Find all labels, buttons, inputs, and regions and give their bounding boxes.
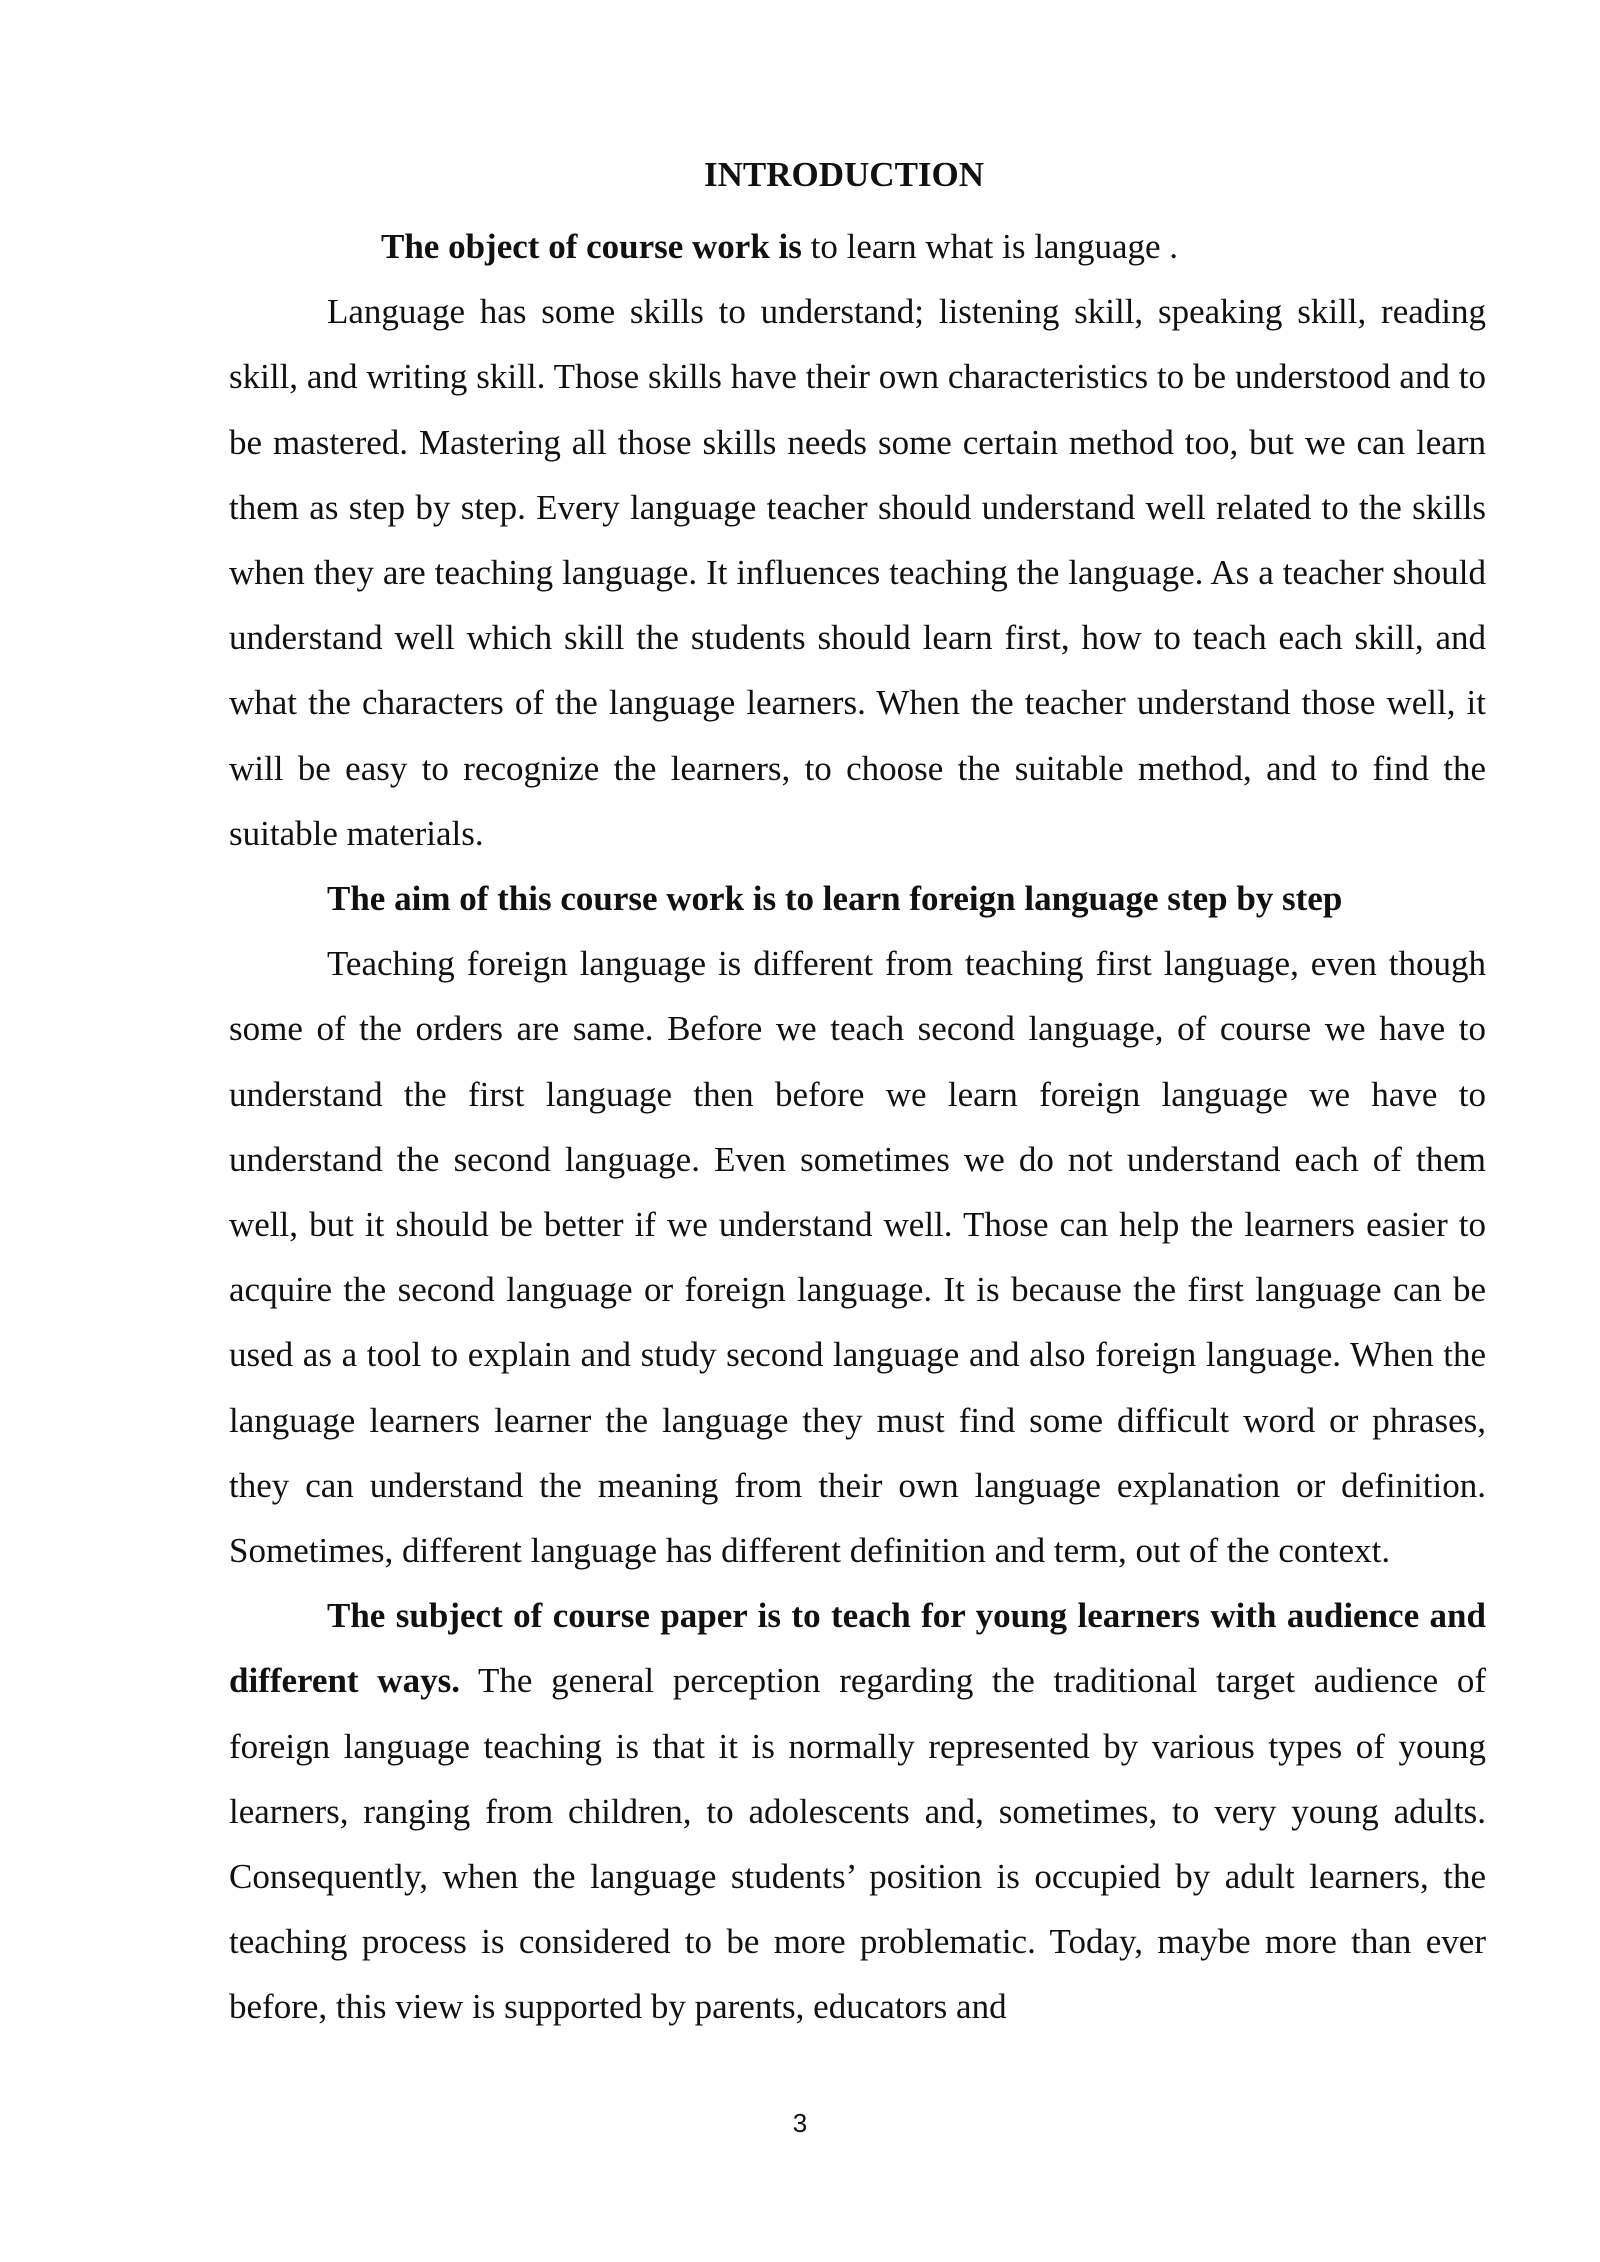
subject-paragraph: [229, 1583, 1486, 2039]
subject-statement-text: The general perception regarding the traditional target audience of foreign language teaching is that it is normally represented by various types of young learners, ranging from children, to adolescents and, sometimes, to very young adults. Consequently, when the language students’ position is occupied by adult learners, the teaching process is considered to be more problematic. Today, maybe more than ever before, this view is supported by parents, educators and: [229, 1661, 1486, 2027]
object-statement: [229, 214, 1486, 279]
object-statement-text: to learn what is language .: [801, 227, 1179, 266]
page-title: [229, 150, 1486, 200]
page-number: 3: [792, 2108, 808, 2138]
object-statement-label: The object of course work is: [381, 227, 802, 266]
page-title-text: INTRODUCTION: [704, 155, 985, 194]
subject-statement-label: The subject of course paper is to teach for young learners with audience and different ways.: [229, 1596, 1486, 1701]
paragraph-foreign-language: Teaching foreign language is different from teaching first language, even though some of the orders are same. Before we teach second language, of course we have to understand the first language then before we learn foreign language we have to understand the second language. Even sometimes we do not understand each of them well, but it should be better if we understand well. Those can help the learners easier to acquire the second language or foreign language. It is because the first language can be used as a tool to explain and study second language and also foreign language. When the language learners learner the language they must find some difficult word or phrases, they can understand the meaning from their own language explanation or definition. Sometimes, different language has different definition and term, out of the context.: [229, 944, 1486, 1571]
paragraph-skills: Language has some skills to understand; listening skill, speaking skill, reading skill, and writing skill. Those skills have their own characteristics to be understood and to be mastered. Mastering all those skills needs some certain method too, but we can learn them as step by step. Every language teacher should understand well related to the skills when they are teaching language. It influences teaching the language. As a teacher should understand well which skill the students should learn first, how to teach each skill, and what the characters of the language learners. When the teacher understand those well, it will be easy to recognize the learners, to choose the suitable method, and to find the suitable materials.: [229, 292, 1486, 853]
body-text: [229, 150, 1486, 2040]
aim-heading: The aim of this course work is to learn foreign language step by step: [327, 879, 1343, 919]
